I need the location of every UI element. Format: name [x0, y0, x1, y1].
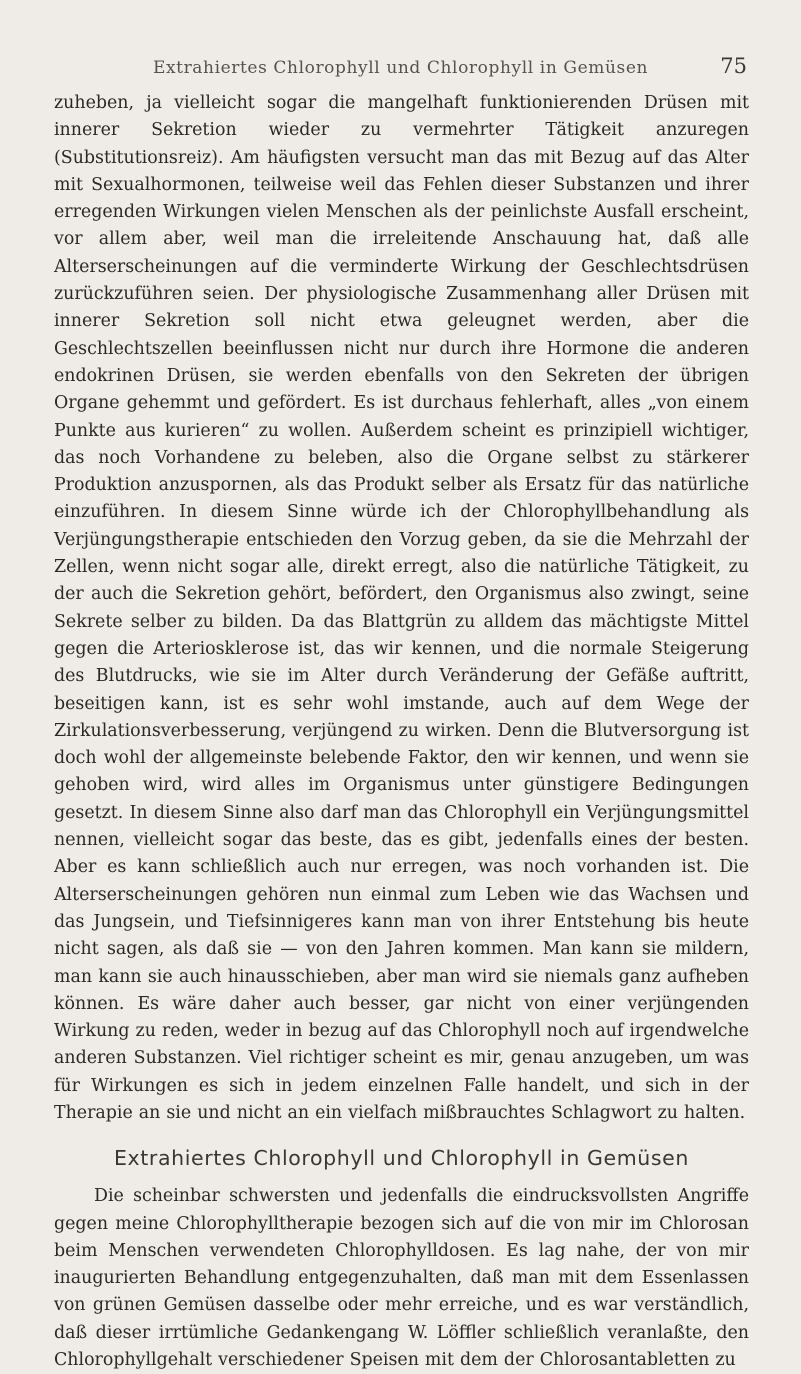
section-heading: Extrahiertes Chlorophyll und Chlorophyll in Gemüsen [114, 1146, 689, 1171]
body-text [54, 90, 749, 1374]
running-title: Extrahiertes Chlorophyll und Chlorophyll in Gemüsen [152, 58, 649, 78]
section-paragraph: Die scheinbar schwersten und jedenfalls die eindrucksvollsten Angriffe gegen meine Chlorophylltherapie bezogen sich auf die von mir im Chlorosan beim Menschen verwendeten Chlorophylldosen. Es lag nahe, der von mir inaugurierten Behandlung entgegenzuhalten, daß man mit dem Essenlassen von grünen Gemüsen dasselbe oder mehr erreiche, und es war verständlich, daß dieser irrtümliche Gedankengang W. Löffler schließlich veranlaßte, den Chlorophyllgehalt verschiedener Speisen mit dem der Chlorosantabletten zu [54, 1186, 749, 1371]
page-number: 75 [720, 54, 747, 78]
running-head [0, 54, 801, 80]
paragraph-continued: zuheben, ja vielleicht sogar die mangelhaft funktionierenden Drüsen mit innerer Sekretion wieder zu vermehrter Tätigkeit anzuregen (Substitutionsreiz). Am häufigsten versucht man das mit Bezug auf das Alter mit Sexualhormonen, teilweise weil das Fehlen dieser Substanzen und ihrer erregenden Wirkungen vielen Menschen als der peinlichste Ausfall erscheint, vor allem aber, weil man die irreleitende Anschauung hat, daß alle Alterserscheinungen auf die verminderte Wirkung der Geschlechtsdrüsen zurückzuführen seien. Der physiologische Zusammenhang aller Drüsen mit innerer Sekretion soll nicht etwa geleugnet werden, aber die Geschlechtszellen beeinflussen nicht nur durch ihre Hormone die anderen endokrinen Drüsen, sie werden ebenfalls von den Sekreten der übrigen Organe gehemmt und gefördert. Es ist durchaus fehlerhaft, alles „von einem Punkte aus kurieren“ zu wollen. Außerdem scheint es prinzipiell wichtiger, das noch Vorhandene zu beleben, also die Organe selbst zu stärkerer Produktion anzuspornen, als das Produkt selber als Ersatz für das natürliche einzuführen. In diesem Sinne würde ich der Chlorophyllbehandlung als Verjüngungstherapie entschieden den Vorzug geben, da sie die Mehrzahl der Zellen, wenn nicht sogar alle, direkt erregt, also die natürliche Tätigkeit, zu der auch die Sekretion gehört, befördert, den Organismus also zwingt, seine Sekrete selber zu bilden. Da das Blattgrün zu alldem das mächtigste Mittel gegen die Arteriosklerose ist, das wir kennen, und die normale Steigerung des Blutdrucks, wie sie im Alter durch Veränderung der Gefäße auftritt, beseitigen kann, ist es sehr wohl imstande, auch auf dem Wege der Zirkulationsverbesserung, verjüngend zu wirken. Denn die Blutversorgung ist doch wohl der allgemeinste belebende Faktor, den wir kennen, und wenn sie gehoben wird, wird alles im Organismus unter günstigere Bedingungen gesetzt. In diesem Sinne also darf man das Chlorophyll ein Verjüngungsmittel nennen, vielleicht sogar das beste, das es gibt, jedenfalls eines der besten. Aber es kann schließlich auch nur erregen, was noch vorhanden ist. Die Alterserscheinungen gehören nun einmal zum Leben wie das Wachsen und das Jungsein, und Tiefsinnigeres kann man von ihrer Entstehung bis heute nicht sagen, als daß sie — von den Jahren kommen. Man kann sie mildern, man kann sie auch hinausschieben, aber man wird sie niemals ganz aufheben können. Es wäre daher auch besser, gar nicht von einer verjüngenden Wirkung zu reden, weder in bezug auf das Chlorophyll noch auf irgendwelche anderen Substanzen. Viel richtiger scheint es mir, genau anzugeben, um was für Wirkungen es sich in jedem einzelnen Falle handelt, und sich in der Therapie an sie und nicht an ein vielfach mißbrauchtes Schlagwort zu halten. [54, 93, 749, 1123]
